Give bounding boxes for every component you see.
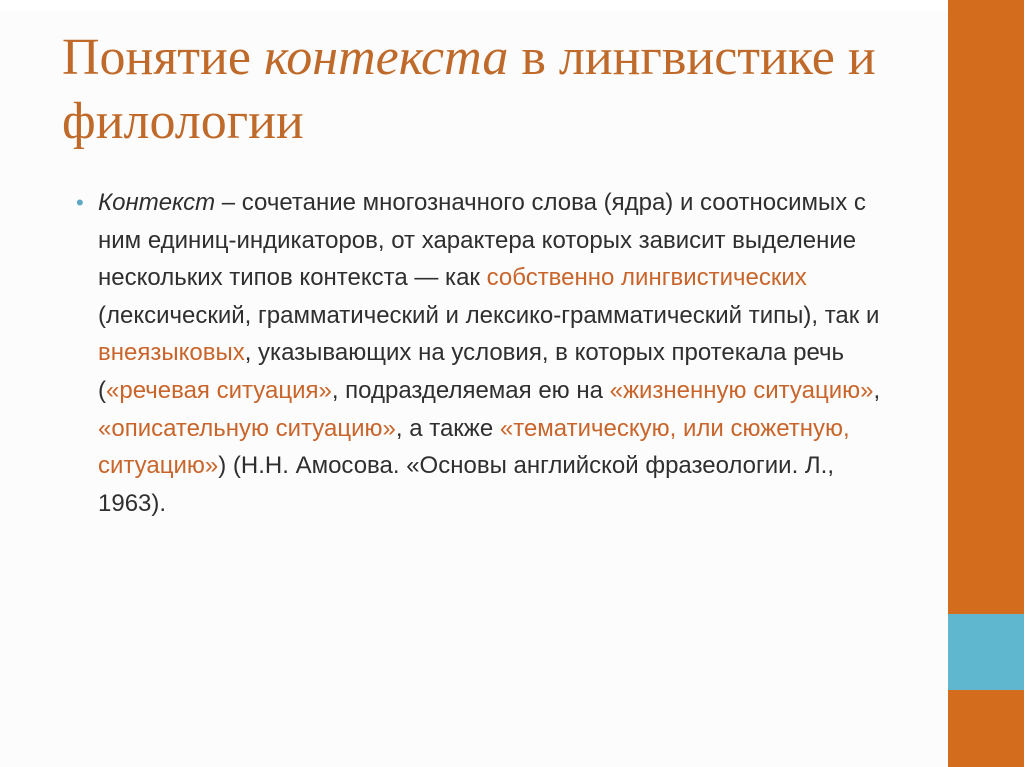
bullet-marker: • <box>76 190 84 215</box>
text-segment-1: – сочетание многозначного слова (ядра) и соотносимых с ним единиц-индикаторов, от характера которых зависит выделение нескольких типов контекста — как <box>98 189 866 292</box>
term-kontekst: Контекст <box>98 189 216 216</box>
text-segment-4: , подразделяемая ею на <box>331 376 610 404</box>
right-accent-bar <box>948 0 1024 767</box>
highlight-descriptive-situation: «описательную ситуацию» <box>98 414 396 442</box>
title-part-3: в лингвистике и филологии <box>62 29 876 150</box>
highlight-extralinguistic: внеязыковых <box>98 339 245 367</box>
title-part-2-italic: контекста <box>263 29 509 86</box>
highlight-speech-situation: «речевая ситуация» <box>106 376 332 404</box>
list-item <box>76 184 906 522</box>
text-segment-2: (лексический, грамматический и лексико-грамматический типы), так и <box>98 301 880 329</box>
text-segment-7: ) (Н.Н. Амосова. «Основы английской фразеологии. Л., 1963). <box>98 452 835 517</box>
right-accent-blue-block <box>948 614 1024 690</box>
highlight-life-situation: «жизненную ситуацию» <box>609 376 874 404</box>
highlight-linguistic: собственно лингвистических <box>486 264 807 292</box>
slide-top-margin <box>0 0 948 10</box>
title-part-1: Понятие <box>62 29 264 86</box>
text-segment-3: , указывающих на условия, в которых протекала речь ( <box>98 339 845 404</box>
text-segment-5: , <box>873 376 881 404</box>
text-segment-6: , а также <box>395 414 500 442</box>
slide-title <box>62 26 922 154</box>
content-list <box>76 184 906 522</box>
highlight-thematic-situation: «тематическую, или сюжетную, ситуацию» <box>98 414 850 480</box>
